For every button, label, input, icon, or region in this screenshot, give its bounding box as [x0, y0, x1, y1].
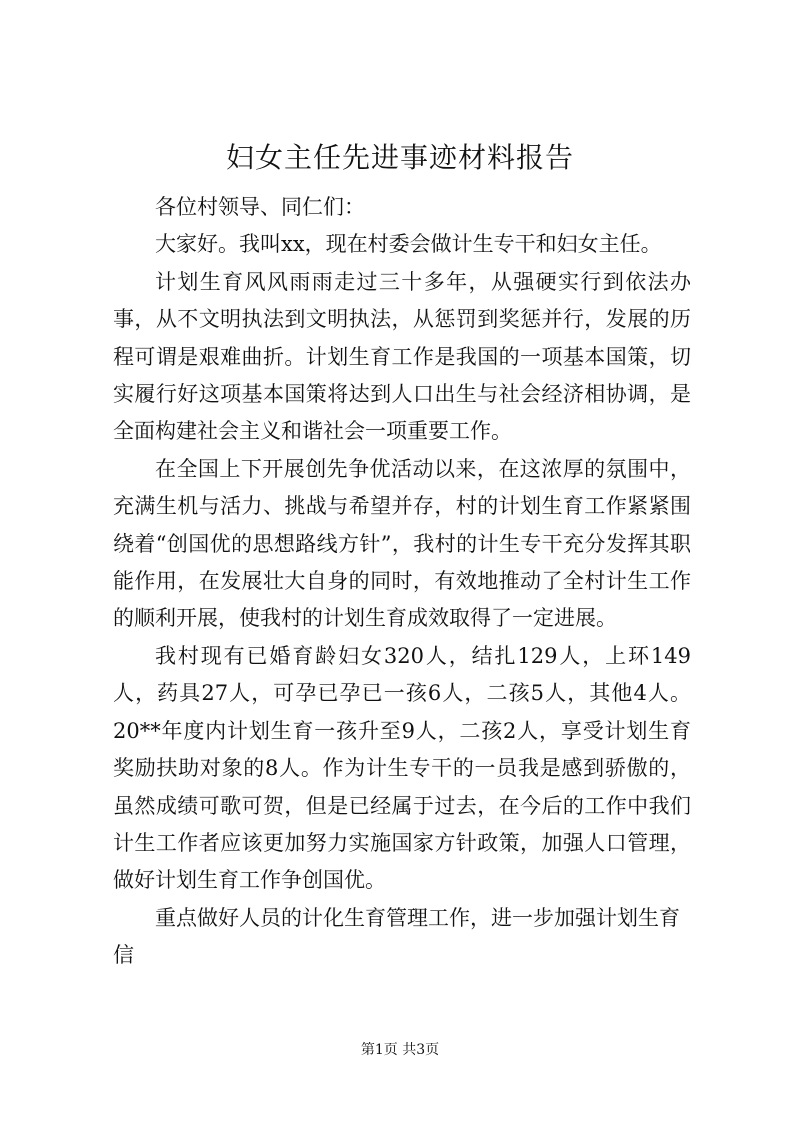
intro-paragraph: 大家好。我叫xx，现在村委会做计生专干和妇女主任。 — [155, 232, 662, 257]
page-footer: 第1页 共3页 — [360, 1042, 440, 1058]
salutation-paragraph: 各位村领导、同仁们： — [155, 195, 365, 219]
document-body — [113, 189, 691, 975]
body-paragraph: 计划生育风风雨雨走过三十多年，从强硬实行到依法办事，从不文明执法到文明执法，从惩罚到奖惩并行，发展的历程可谓是艰难曲折。计划生育工作是我国的一项基本国策，切实履行好这项基本国策将达到人口出生与社会经济相协调，是全面构建社会主义和谐社会一项重要工作。 — [113, 269, 691, 444]
body-paragraph: 重点做好人员的计化生育管理工作，进一步加强计划生育信 — [113, 905, 680, 968]
document-title: 妇女主任先进事迹材料报告 — [225, 141, 574, 174]
body-paragraph: 我村现有已婚育龄妇女320人，结扎129人，上环149人，药具27人，可孕已孕已一孩6人，二孩5人，其他4人。20**年度内计划生育一孩升至9人，二孩2人，享受计划生育奖励扶助对象的8人。作为计生专干的一员我是感到骄傲的，虽然成绩可歌可贺，但是已经属于过去，在今后的工作中我们计生工作者应该更加努力实施国家方针政策，加强人口管理，做好计划生育工作争创国优。 — [113, 643, 691, 893]
body-paragraph: 在全国上下开展创先争优活动以来，在这浓厚的氛围中，充满生机与活力、挑战与希望并存，村的计划生育工作紧紧围绕着“创国优的思想路线方针”，我村的计生专干充分发挥其职能作用，在发展壮大自身的同时，有效地推动了全村计生工作的顺利开展，使我村的计划生育成效取得了一定进展。 — [113, 456, 691, 631]
